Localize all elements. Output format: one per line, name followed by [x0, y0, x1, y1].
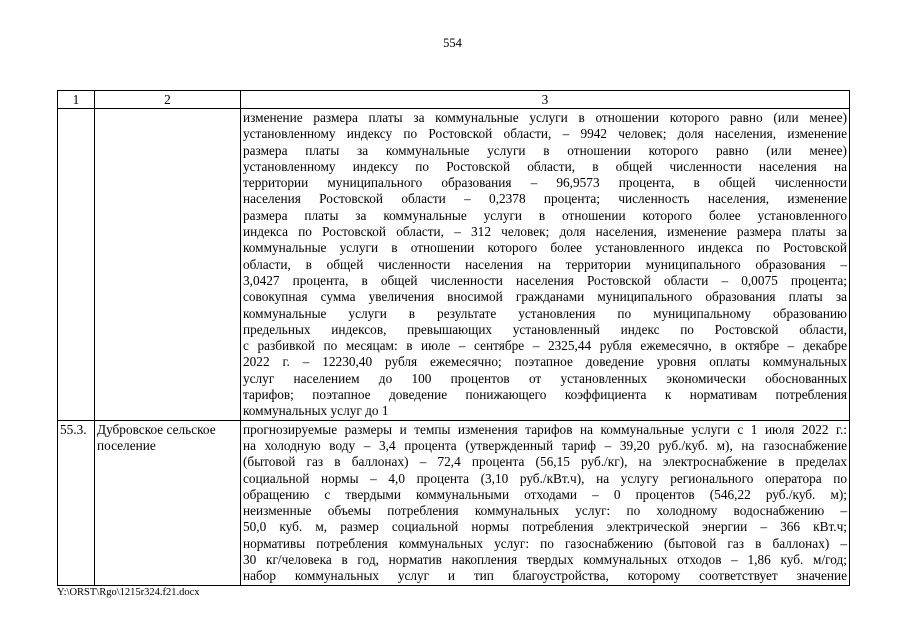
text-line: Дубровское сельское	[97, 421, 216, 437]
municipality-name-cell	[95, 109, 241, 421]
text-line: установленному индексу по Ростовской области, – 9942 человек; доля населения, изменение	[243, 126, 847, 142]
page-number: 554	[443, 36, 462, 50]
text-line: области, в общей численности населения на территории муниципального образования –	[243, 256, 847, 272]
text-line: индекса по Ростовской области, – 312 человек; доля населения, изменение размера платы за	[243, 224, 847, 240]
text-line: коммунальные услуги в отношении которого более установленного индекса по Ростовской	[243, 240, 847, 256]
text-line: территории муниципального образования – 96,9573 процента, в общей численности	[243, 175, 847, 191]
text-line: тарифов; поэтапное доведение понижающего коэффициента к нормативам потребления	[243, 387, 847, 403]
text-line: (бытовой газ в баллонах) – 72,4 процента (56,15 руб./кг), на электроснабжение в пределах	[243, 454, 847, 470]
text-line: поселение	[97, 437, 156, 453]
municipality-name-cell	[95, 420, 241, 585]
text-line: совокупная сумма увеличения вносимой гражданами муниципального образования платы за	[243, 289, 847, 305]
text-line: обращению с твердыми коммунальными отходами – 0 процентов (546,22 руб./куб. м);	[243, 486, 847, 502]
description-cell	[241, 109, 850, 421]
text-line: населения Ростовской области – 0,2378 процента; численность населения, изменение	[243, 191, 847, 207]
text-line: 30 кг/человека в год, норматив накопления твердых коммунальных отходов – 1,86 куб. м/год;	[243, 552, 847, 568]
text-line: размера платы за коммунальные услуги в отношении которого равно (или менее)	[243, 142, 847, 158]
text-line: услуг населением до 100 процентов от установленных экономически обоснованных	[243, 370, 847, 386]
text-line: 2022 г. – 12230,40 рубля ежемесячно; поэтапное доведение уровня оплаты коммунальных	[243, 354, 847, 370]
text-line: 50,0 куб. м, размер социальной нормы потребления электрической энергии – 366 кВт.ч;	[243, 519, 847, 535]
table-row	[58, 420, 850, 585]
table-row	[58, 109, 850, 421]
description-cell	[241, 420, 850, 585]
text-line: неизменные объемы потребления коммунальных услуг: по холодному водоснабжению –	[243, 503, 847, 519]
table-header-col3: 3	[241, 91, 850, 109]
text-line: размера платы за коммунальные услуги в отношении которого более установленного	[243, 207, 847, 223]
row-number-cell: 55.3.	[58, 420, 95, 585]
document-table	[57, 90, 850, 586]
text-line: коммунальные услуги в результате установления по муниципальному образованию	[243, 305, 847, 321]
file-path-footer: Y:\ORST\Rgo\1215r324.f21.docx	[57, 587, 200, 598]
row-number-cell	[58, 109, 95, 421]
text-line: установленному индексу по Ростовской области, в общей численности населения на	[243, 158, 847, 174]
table-header-col2: 2	[95, 91, 241, 109]
text-line: набор коммунальных услуг и тип благоустройства, которому соответствует значение	[243, 568, 847, 584]
table-header-row	[58, 91, 850, 109]
text-line: коммунальных услуг до 1	[243, 403, 389, 419]
text-line: на холодную воду – 3,4 процента (утвержденный тариф – 39,20 руб./куб. м), на газоснабжение	[243, 437, 847, 453]
text-line: нормативы потребления коммунальных услуг: по газоснабжению (бытовой газ в баллонах) –	[243, 535, 847, 551]
text-line: предельных индексов, превышающих установленный индекс по Ростовской области,	[243, 321, 847, 337]
text-line: прогнозируемые размеры и темпы изменения тарифов на коммунальные услуги с 1 июля 2022 г.:	[243, 421, 847, 437]
text-line: изменение размера платы за коммунальные услуги в отношении которого равно (или менее)	[243, 110, 847, 125]
text-line: 3,0427 процента, в общей численности населения Ростовской области – 0,0075 процента;	[243, 272, 847, 288]
table-header-col1: 1	[58, 91, 95, 109]
text-line: социальной нормы – 4,0 процента (3,10 руб./кВт.ч), на услугу регионального оператора по	[243, 470, 847, 486]
text-line: с разбивкой по месяцам: в июле – сентябре – 2325,44 рубля ежемесячно, в октябре – декабре	[243, 338, 847, 354]
